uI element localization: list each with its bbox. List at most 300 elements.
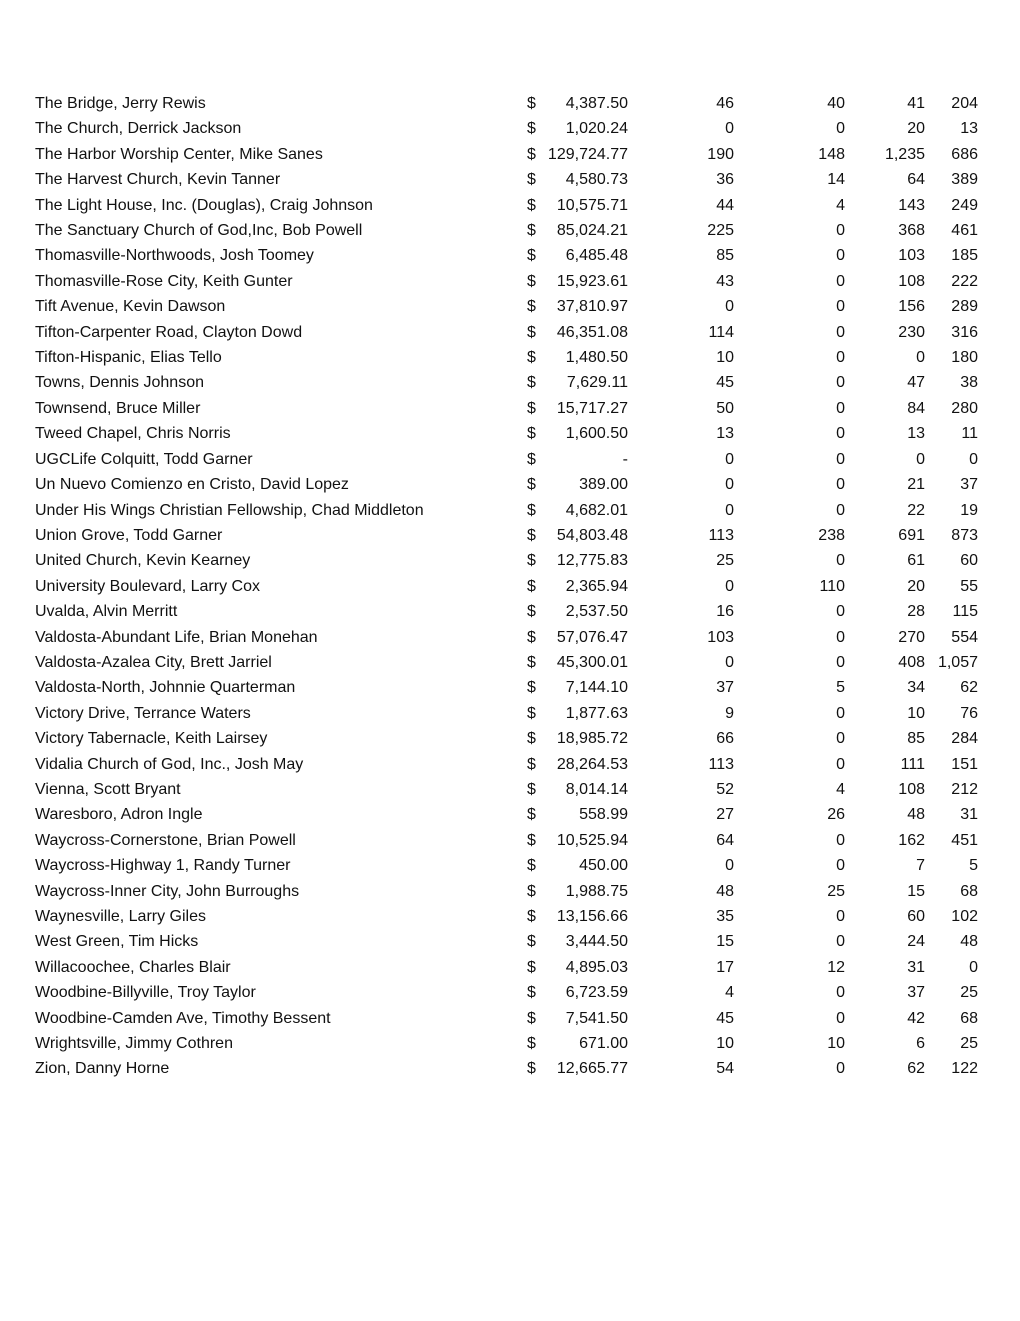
church-name-cell: Townsend, Bruce Miller	[35, 399, 201, 417]
count-cell-4: 31	[960, 806, 978, 824]
table-row	[0, 218, 1020, 243]
currency-symbol: $	[527, 908, 536, 925]
count-cell-3: 368	[898, 222, 925, 240]
church-name-cell: The Light House, Inc. (Douglas), Craig Johnson	[35, 196, 373, 214]
count-cell-2: 0	[836, 298, 845, 316]
church-name-cell: Waycross-Highway 1, Randy Turner	[35, 857, 291, 875]
table-row	[0, 752, 1020, 777]
table-row	[0, 726, 1020, 751]
amount-cell: 18,985.72	[556, 730, 628, 748]
church-name-cell: The Harvest Church, Kevin Tanner	[35, 171, 281, 189]
count-cell-1: 114	[708, 323, 734, 341]
currency-symbol: $	[527, 171, 536, 189]
count-cell-1: 0	[725, 653, 734, 671]
currency-symbol: $	[527, 933, 536, 951]
count-cell-4: 5	[969, 857, 978, 875]
count-cell-4: 122	[951, 1060, 978, 1078]
count-cell-3: 24	[907, 933, 925, 951]
count-cell-2: 238	[818, 526, 845, 544]
count-cell-2: 0	[836, 399, 845, 417]
count-cell-2: 0	[836, 272, 845, 290]
currency-symbol: $	[527, 120, 536, 138]
count-cell-1: 27	[716, 806, 734, 824]
count-cell-3: 103	[898, 247, 925, 265]
amount-cell: 54,803.48	[556, 526, 628, 544]
count-cell-3: 37	[907, 984, 925, 1002]
count-cell-3: 42	[907, 1009, 925, 1027]
table-row	[0, 523, 1020, 548]
table-row	[0, 828, 1020, 853]
amount-cell: 1,480.50	[565, 349, 628, 367]
amount-cell: 389.00	[579, 476, 628, 494]
church-name-cell: United Church, Kevin Kearney	[35, 552, 251, 570]
church-name-cell: Valdosta-North, Johnnie Quarterman	[35, 679, 296, 697]
currency-symbol: $	[527, 526, 536, 544]
count-cell-2: 0	[836, 653, 845, 671]
count-cell-4: 68	[960, 1009, 978, 1027]
count-cell-2: 0	[836, 933, 845, 951]
count-cell-3: 15	[907, 882, 925, 900]
count-cell-3: 111	[900, 755, 925, 773]
count-cell-3: 143	[898, 196, 925, 214]
count-cell-1: 44	[716, 196, 734, 214]
amount-cell: 13,156.66	[556, 908, 628, 925]
table-row	[0, 777, 1020, 802]
currency-symbol: $	[527, 984, 536, 1002]
count-cell-1: 37	[716, 679, 734, 697]
amount-cell: 8,014.14	[565, 780, 628, 798]
table-row	[0, 1056, 1020, 1081]
count-cell-1: 16	[716, 603, 734, 621]
count-cell-4: 389	[951, 171, 978, 189]
count-cell-3: 230	[898, 323, 925, 341]
table-row	[0, 320, 1020, 345]
count-cell-4: 115	[952, 603, 978, 621]
amount-cell: 2,365.94	[565, 577, 628, 595]
table-row	[0, 1031, 1020, 1056]
count-cell-3: 84	[907, 399, 925, 417]
church-name-cell: Towns, Dennis Johnson	[35, 374, 204, 392]
count-cell-4: 873	[951, 526, 978, 544]
table-row	[0, 929, 1020, 954]
count-cell-3: 22	[907, 501, 925, 519]
count-cell-2: 0	[836, 1009, 845, 1027]
count-cell-2: 0	[836, 450, 845, 468]
count-cell-3: 6	[916, 1035, 925, 1053]
table-row	[0, 370, 1020, 395]
count-cell-3: 28	[907, 603, 925, 621]
church-name-cell: Willacoochee, Charles Blair	[35, 958, 231, 976]
count-cell-2: 0	[836, 552, 845, 570]
count-cell-3: 691	[898, 526, 925, 544]
table-row	[0, 498, 1020, 523]
count-cell-2: 4	[836, 196, 845, 214]
church-name-cell: Tifton-Carpenter Road, Clayton Dowd	[35, 323, 303, 341]
church-name-cell: Valdosta-Azalea City, Brett Jarriel	[35, 653, 272, 671]
table-row	[0, 142, 1020, 167]
amount-cell: 46,351.08	[556, 323, 628, 341]
amount-cell: 12,665.77	[556, 1060, 628, 1078]
count-cell-4: 25	[960, 1035, 978, 1053]
church-name-cell: The Church, Derrick Jackson	[35, 120, 242, 138]
count-cell-2: 0	[836, 222, 845, 240]
table-row	[0, 116, 1020, 141]
count-cell-2: 0	[836, 984, 845, 1002]
count-cell-1: 17	[716, 958, 734, 976]
amount-cell: 12,775.83	[556, 552, 628, 570]
count-cell-2: 0	[836, 603, 845, 621]
count-cell-2: 0	[836, 755, 845, 773]
count-cell-4: 38	[960, 374, 978, 392]
count-cell-1: 15	[716, 933, 734, 951]
amount-cell: 4,682.01	[565, 501, 628, 519]
currency-symbol: $	[527, 628, 536, 646]
amount-cell: 4,387.50	[565, 95, 628, 112]
count-cell-1: 85	[716, 247, 734, 265]
count-cell-4: 289	[951, 298, 978, 316]
table-row	[0, 701, 1020, 726]
table-row	[0, 294, 1020, 319]
table-row	[0, 980, 1020, 1005]
count-cell-1: 50	[716, 399, 734, 417]
count-cell-1: 10	[716, 1035, 734, 1053]
church-name-cell: West Green, Tim Hicks	[35, 933, 199, 951]
count-cell-1: 48	[716, 882, 734, 900]
church-name-cell: Woodbine-Billyville, Troy Taylor	[35, 984, 256, 1002]
table-row	[0, 955, 1020, 980]
currency-symbol: $	[527, 196, 536, 214]
currency-symbol: $	[527, 603, 536, 621]
count-cell-4: 68	[960, 882, 978, 900]
church-name-cell: Woodbine-Camden Ave, Timothy Bessent	[35, 1009, 331, 1027]
count-cell-3: 10	[907, 704, 925, 722]
count-cell-1: 54	[716, 1060, 734, 1078]
currency-symbol: $	[527, 958, 536, 976]
count-cell-1: 36	[716, 171, 734, 189]
church-name-cell: The Harbor Worship Center, Mike Sanes	[35, 145, 323, 163]
amount-cell: 450.00	[579, 857, 628, 875]
count-cell-3: 270	[898, 628, 925, 646]
count-cell-4: 280	[951, 399, 978, 417]
currency-symbol: $	[527, 476, 536, 494]
currency-symbol: $	[527, 1060, 536, 1078]
count-cell-2: 0	[836, 704, 845, 722]
church-name-cell: Vidalia Church of God, Inc., Josh May	[35, 755, 304, 773]
count-cell-4: 284	[951, 730, 978, 748]
count-cell-1: 10	[716, 349, 734, 367]
currency-symbol: $	[527, 755, 536, 773]
currency-symbol: $	[527, 323, 536, 341]
count-cell-3: 21	[907, 476, 925, 494]
table-row	[0, 904, 1020, 929]
count-cell-4: 686	[951, 145, 978, 163]
table-row	[0, 1006, 1020, 1031]
count-cell-1: 0	[725, 501, 734, 519]
amount-cell: 45,300.01	[556, 653, 628, 671]
count-cell-1: 0	[725, 120, 734, 138]
currency-symbol: $	[527, 577, 536, 595]
currency-symbol: $	[527, 374, 536, 392]
count-cell-3: 85	[907, 730, 925, 748]
count-cell-2: 0	[836, 476, 845, 494]
currency-symbol: $	[527, 298, 536, 316]
amount-cell: 6,485.48	[565, 247, 628, 265]
amount-cell: 129,724.77	[547, 145, 628, 163]
church-name-cell: UGCLife Colquitt, Todd Garner	[35, 450, 253, 468]
church-name-cell: Victory Drive, Terrance Waters	[35, 704, 251, 722]
table-row	[0, 243, 1020, 268]
count-cell-4: 76	[960, 704, 978, 722]
amount-cell: 2,537.50	[565, 603, 628, 621]
count-cell-3: 1,235	[884, 145, 925, 163]
count-cell-4: 62	[960, 679, 978, 697]
count-cell-1: 190	[707, 145, 734, 163]
count-cell-2: 0	[836, 247, 845, 265]
count-cell-3: 108	[898, 272, 925, 290]
count-cell-2: 5	[836, 679, 845, 697]
church-name-cell: Tift Avenue, Kevin Dawson	[35, 298, 226, 316]
count-cell-4: 60	[960, 552, 978, 570]
currency-symbol: $	[527, 425, 536, 443]
count-cell-3: 20	[907, 577, 925, 595]
currency-symbol: $	[527, 1009, 536, 1027]
amount-cell: 28,264.53	[556, 755, 628, 773]
currency-symbol: $	[527, 349, 536, 367]
count-cell-3: 64	[907, 171, 925, 189]
count-cell-1: 52	[716, 780, 734, 798]
currency-symbol: $	[527, 831, 536, 849]
count-cell-2: 0	[836, 349, 845, 367]
count-cell-1: 103	[707, 628, 734, 646]
church-name-cell: Un Nuevo Comienzo en Cristo, David Lopez	[35, 476, 349, 494]
table-row	[0, 396, 1020, 421]
church-name-cell: Victory Tabernacle, Keith Lairsey	[35, 730, 268, 748]
table-row	[0, 421, 1020, 446]
currency-symbol: $	[527, 653, 536, 671]
count-cell-3: 20	[907, 120, 925, 138]
count-cell-3: 31	[907, 958, 925, 976]
count-cell-1: 0	[725, 577, 734, 595]
table-row	[0, 167, 1020, 192]
count-cell-1: 64	[716, 831, 734, 849]
church-name-cell: The Bridge, Jerry Rewis	[35, 95, 206, 112]
amount-cell: 37,810.97	[556, 298, 628, 316]
count-cell-3: 408	[898, 653, 925, 671]
currency-symbol: $	[527, 450, 536, 468]
currency-symbol: $	[527, 1035, 536, 1053]
church-name-cell: Tifton-Hispanic, Elias Tello	[35, 349, 222, 367]
count-cell-2: 4	[836, 780, 845, 798]
amount-cell: -	[622, 450, 628, 468]
currency-symbol: $	[527, 95, 536, 112]
count-cell-4: 11	[961, 425, 978, 443]
count-cell-4: 0	[969, 958, 978, 976]
table-row	[0, 548, 1020, 573]
table-row	[0, 802, 1020, 827]
church-name-cell: Vienna, Scott Bryant	[35, 780, 181, 798]
count-cell-2: 0	[836, 501, 845, 519]
amount-cell: 4,895.03	[565, 958, 628, 976]
count-cell-4: 0	[969, 450, 978, 468]
count-cell-1: 9	[725, 704, 734, 722]
count-cell-2: 0	[836, 1060, 845, 1078]
currency-symbol: $	[527, 857, 536, 875]
count-cell-2: 26	[827, 806, 845, 824]
count-cell-4: 204	[951, 95, 978, 112]
amount-cell: 10,525.94	[556, 831, 628, 849]
count-cell-4: 180	[951, 349, 978, 367]
church-name-cell: Valdosta-Abundant Life, Brian Monehan	[35, 628, 318, 646]
count-cell-3: 62	[907, 1060, 925, 1078]
count-cell-2: 0	[836, 908, 845, 925]
count-cell-1: 13	[716, 425, 734, 443]
count-cell-1: 35	[716, 908, 734, 925]
currency-symbol: $	[527, 247, 536, 265]
amount-cell: 1,877.63	[565, 704, 628, 722]
currency-symbol: $	[527, 882, 536, 900]
count-cell-1: 45	[716, 374, 734, 392]
count-cell-3: 41	[907, 95, 925, 112]
count-cell-2: 12	[827, 958, 845, 976]
church-name-cell: Wrightsville, Jimmy Cothren	[35, 1035, 233, 1053]
church-name-cell: University Boulevard, Larry Cox	[35, 577, 260, 595]
church-name-cell: The Sanctuary Church of God,Inc, Bob Powell	[35, 222, 363, 240]
amount-cell: 57,076.47	[556, 628, 628, 646]
currency-symbol: $	[527, 501, 536, 519]
church-name-cell: Uvalda, Alvin Merritt	[35, 603, 178, 621]
table-row	[0, 879, 1020, 904]
table-row	[0, 650, 1020, 675]
count-cell-2: 0	[836, 730, 845, 748]
count-cell-3: 13	[907, 425, 925, 443]
count-cell-2: 0	[836, 857, 845, 875]
count-cell-2: 10	[827, 1035, 845, 1053]
amount-cell: 7,629.11	[566, 374, 628, 392]
table-row	[0, 91, 1020, 116]
church-name-cell: Tweed Chapel, Chris Norris	[35, 425, 231, 443]
count-cell-1: 225	[707, 222, 734, 240]
count-cell-3: 60	[907, 908, 925, 925]
count-cell-2: 0	[836, 374, 845, 392]
church-name-cell: Waresboro, Adron Ingle	[35, 806, 203, 824]
amount-cell: 1,600.50	[565, 425, 628, 443]
count-cell-1: 4	[725, 984, 734, 1002]
table-row	[0, 599, 1020, 624]
currency-symbol: $	[527, 145, 536, 163]
count-cell-2: 40	[827, 95, 845, 112]
count-cell-3: 0	[916, 349, 925, 367]
count-cell-2: 14	[827, 171, 845, 189]
church-name-cell: Waycross-Inner City, John Burroughs	[35, 882, 300, 900]
count-cell-4: 316	[951, 323, 978, 341]
count-cell-1: 46	[716, 95, 734, 112]
count-cell-2: 0	[836, 831, 845, 849]
count-cell-4: 48	[960, 933, 978, 951]
count-cell-2: 148	[818, 145, 845, 163]
count-cell-4: 19	[960, 501, 978, 519]
count-cell-3: 34	[907, 679, 925, 697]
count-cell-4: 451	[951, 831, 978, 849]
count-cell-2: 0	[836, 323, 845, 341]
count-cell-1: 0	[725, 298, 734, 316]
table-row	[0, 574, 1020, 599]
count-cell-4: 212	[951, 780, 978, 798]
amount-cell: 4,580.73	[565, 171, 628, 189]
church-name-cell: Under His Wings Christian Fellowship, Chad Middleton	[35, 501, 424, 519]
table-row	[0, 625, 1020, 650]
table-row	[0, 193, 1020, 218]
church-name-cell: Waynesville, Larry Giles	[35, 908, 207, 925]
count-cell-4: 461	[951, 222, 978, 240]
currency-symbol: $	[527, 679, 536, 697]
amount-cell: 15,717.27	[556, 399, 628, 417]
count-cell-3: 0	[916, 450, 925, 468]
amount-cell: 7,541.50	[565, 1009, 628, 1027]
church-name-cell: Zion, Danny Horne	[35, 1060, 170, 1078]
count-cell-4: 185	[951, 247, 978, 265]
count-cell-2: 25	[827, 882, 845, 900]
amount-cell: 85,024.21	[556, 222, 628, 240]
count-cell-1: 0	[725, 476, 734, 494]
table-row	[0, 853, 1020, 878]
amount-cell: 15,923.61	[556, 272, 628, 290]
count-cell-1: 66	[716, 730, 734, 748]
count-cell-3: 162	[898, 831, 925, 849]
church-name-cell: Union Grove, Todd Garner	[35, 526, 223, 544]
currency-symbol: $	[527, 222, 536, 240]
count-cell-1: 25	[716, 552, 734, 570]
count-cell-3: 7	[916, 857, 925, 875]
currency-symbol: $	[527, 272, 536, 290]
amount-cell: 671.00	[579, 1035, 628, 1053]
count-cell-2: 0	[836, 628, 845, 646]
amount-cell: 1,988.75	[565, 882, 628, 900]
amount-cell: 7,144.10	[565, 679, 628, 697]
table-row	[0, 447, 1020, 472]
table-row	[0, 472, 1020, 497]
count-cell-1: 0	[725, 450, 734, 468]
currency-symbol: $	[527, 730, 536, 748]
count-cell-2: 110	[819, 577, 845, 595]
table-row	[0, 675, 1020, 700]
count-cell-3: 48	[907, 806, 925, 824]
count-cell-1: 45	[716, 1009, 734, 1027]
amount-cell: 3,444.50	[565, 933, 628, 951]
count-cell-4: 1,057	[937, 653, 978, 671]
count-cell-4: 37	[960, 476, 978, 494]
church-report-table	[0, 91, 1020, 1082]
currency-symbol: $	[527, 552, 536, 570]
count-cell-4: 25	[960, 984, 978, 1002]
count-cell-4: 249	[951, 196, 978, 214]
church-name-cell: Waycross-Cornerstone, Brian Powell	[35, 831, 296, 849]
count-cell-4: 151	[951, 755, 978, 773]
count-cell-3: 108	[898, 780, 925, 798]
count-cell-3: 156	[898, 298, 925, 316]
count-cell-1: 0	[725, 857, 734, 875]
currency-symbol: $	[527, 806, 536, 824]
count-cell-2: 0	[836, 425, 845, 443]
amount-cell: 558.99	[579, 806, 628, 824]
count-cell-3: 61	[907, 552, 925, 570]
table-row	[0, 269, 1020, 294]
currency-symbol: $	[527, 399, 536, 417]
count-cell-4: 554	[951, 628, 978, 646]
count-cell-2: 0	[836, 120, 845, 138]
currency-symbol: $	[527, 704, 536, 722]
church-name-cell: Thomasville-Rose City, Keith Gunter	[35, 272, 293, 290]
count-cell-4: 55	[960, 577, 978, 595]
